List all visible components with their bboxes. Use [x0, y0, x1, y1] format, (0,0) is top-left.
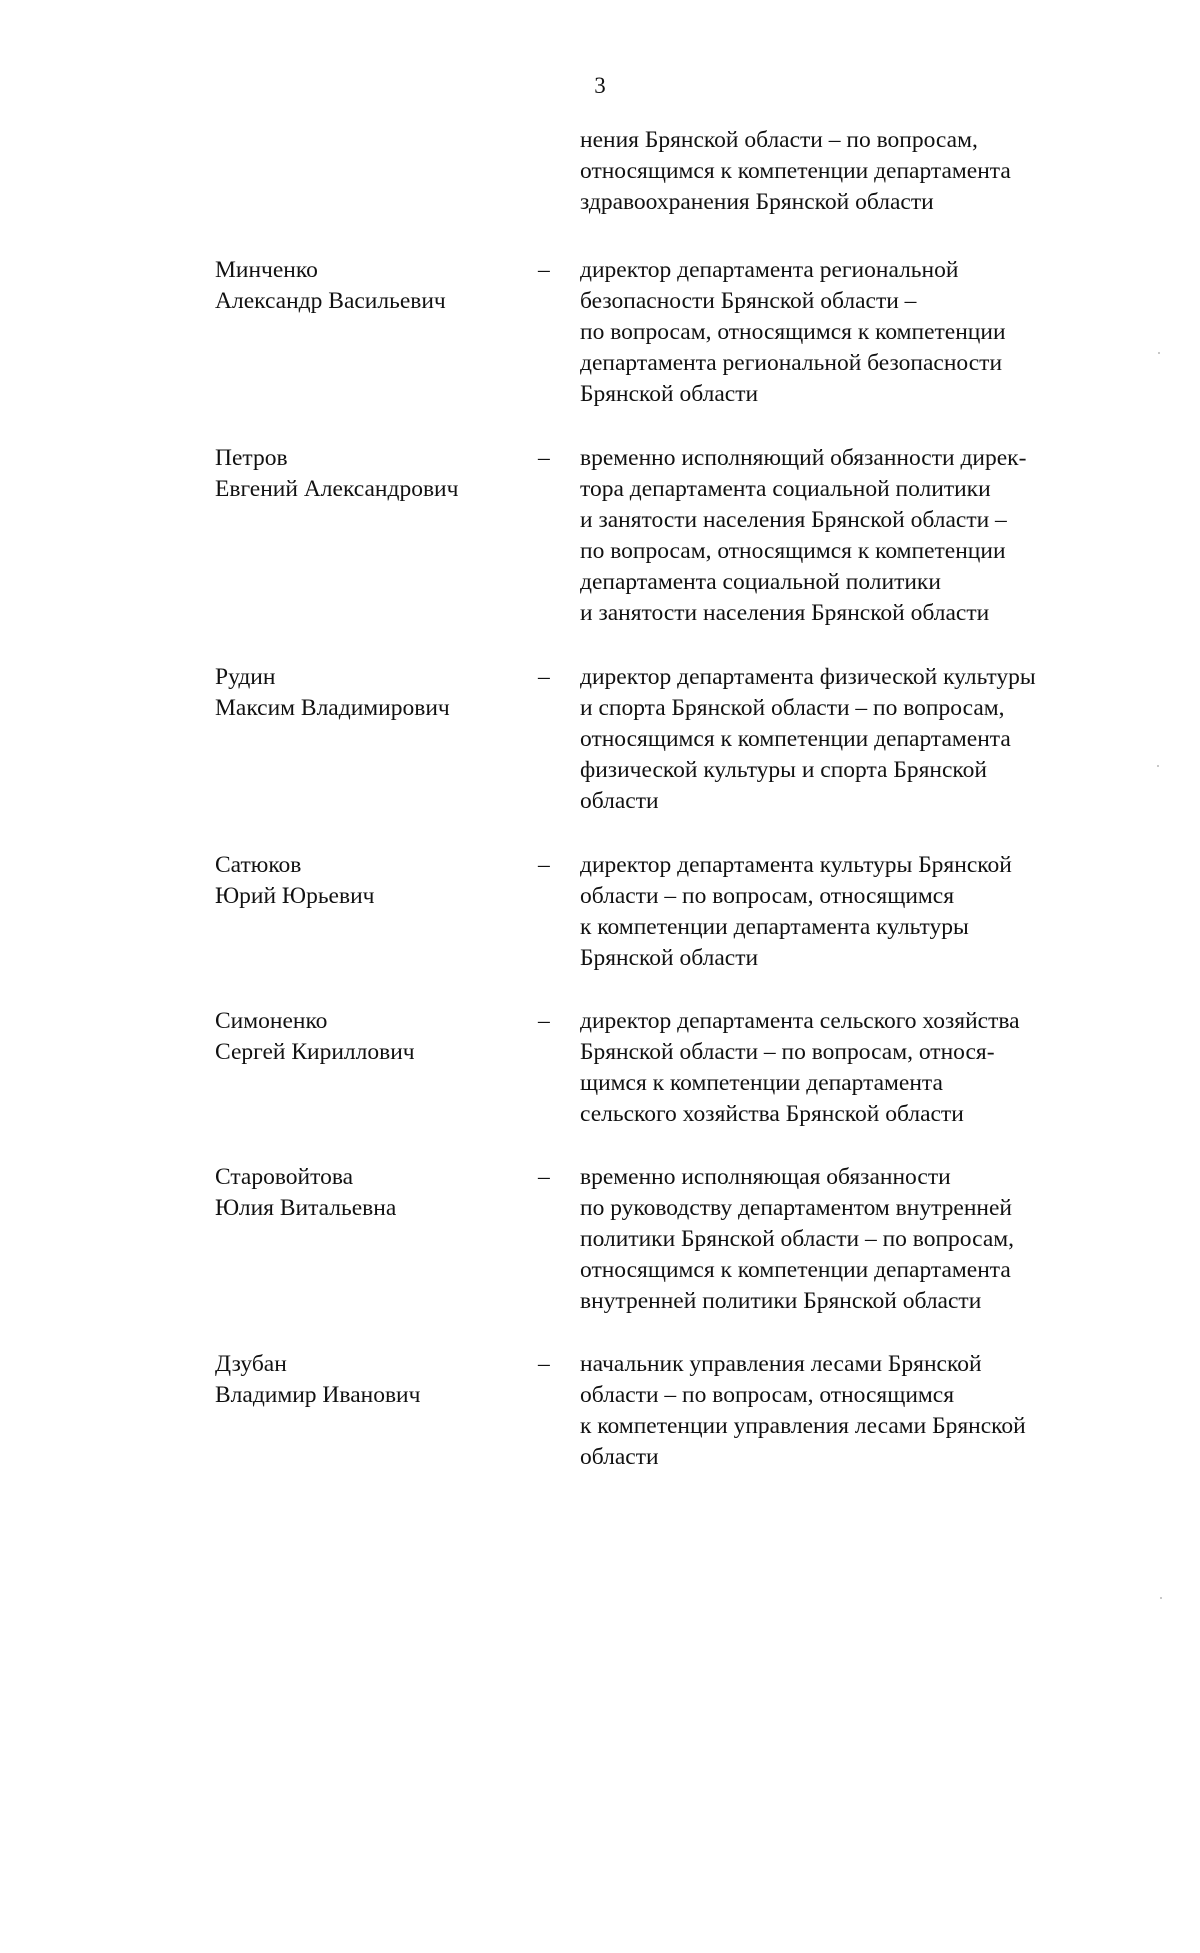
member-description — [580, 1006, 1020, 1130]
member-surname: Дзубан — [215, 1351, 287, 1377]
description-line: относящимся к компетенции департамента — [580, 726, 1011, 752]
description-line: внутренней политики Брянской области — [580, 1288, 982, 1314]
member-surname: Старовойтова — [215, 1164, 354, 1190]
member-description — [580, 1162, 1014, 1317]
dash-separator: – — [538, 445, 550, 471]
member-given-names: Евгений Александрович — [215, 476, 459, 502]
description-line: политики Брянской области – по вопросам, — [580, 1226, 1015, 1252]
description-line: Брянской области — [580, 381, 759, 407]
member-given-names: Юлия Витальевна — [215, 1195, 397, 1221]
member-name — [215, 662, 450, 724]
dash-separator: – — [538, 852, 550, 878]
description-line: и спорта Брянской области – по вопросам, — [580, 695, 1005, 721]
description-line: и занятости населения Брянской области – — [580, 507, 1007, 533]
description-line: Брянской области — [580, 945, 759, 971]
member-surname: Рудин — [215, 664, 276, 690]
description-line: тора департамента социальной политики — [580, 476, 991, 502]
description-line: временно исполняющая обязанности — [580, 1164, 951, 1190]
description-line: департамента региональной безопасности — [580, 350, 1003, 376]
scan-speck — [1158, 352, 1160, 354]
member-given-names: Максим Владимирович — [215, 695, 450, 721]
member-description — [580, 443, 1026, 629]
description-line: директор департамента сельского хозяйства — [580, 1008, 1020, 1034]
dash-separator: – — [538, 257, 550, 283]
dash-separator: – — [538, 664, 550, 690]
member-description — [580, 1349, 1026, 1473]
description-line: области — [580, 788, 659, 814]
member-given-names: Сергей Кириллович — [215, 1039, 415, 1065]
description-line: и занятости населения Брянской области — [580, 600, 990, 626]
description-line: здравоохранения Брянской области — [580, 189, 934, 215]
description-line: директор департамента региональной — [580, 257, 959, 283]
description-line: Брянской области – по вопросам, относя- — [580, 1039, 995, 1065]
description-line: области – по вопросам, относящимся — [580, 1382, 955, 1408]
description-line: области — [580, 1444, 659, 1470]
dash-separator: – — [538, 1008, 550, 1034]
member-surname: Симоненко — [215, 1008, 328, 1034]
member-name — [215, 1349, 420, 1411]
description-line: области – по вопросам, относящимся — [580, 883, 955, 909]
member-name — [215, 255, 446, 317]
description-line: начальник управления лесами Брянской — [580, 1351, 982, 1377]
description-line: щимся к компетенции департамента — [580, 1070, 943, 1096]
scan-speck — [1160, 1597, 1162, 1599]
member-surname: Петров — [215, 445, 288, 471]
description-line: нения Брянской области – по вопросам, — [580, 127, 978, 153]
description-line: относящимся к компетенции департамента — [580, 1257, 1011, 1283]
description-line: к компетенции департамента культуры — [580, 914, 969, 940]
description-line: относящимся к компетенции департамента — [580, 158, 1011, 184]
description-line: по вопросам, относящимся к компетенции — [580, 319, 1006, 345]
member-name — [215, 443, 458, 505]
description-line: департамента социальной политики — [580, 569, 941, 595]
dash-separator: – — [538, 1164, 550, 1190]
description-line: физической культуры и спорта Брянской — [580, 757, 987, 783]
member-description — [580, 662, 1036, 817]
dash-separator: – — [538, 1351, 550, 1377]
member-name — [215, 1006, 415, 1068]
description-line: временно исполняющий обязанности дирек- — [580, 445, 1027, 471]
continued-description — [580, 125, 1011, 218]
scan-speck — [1157, 765, 1159, 767]
member-surname: Сатюков — [215, 852, 302, 878]
member-description — [580, 255, 1006, 410]
description-line: к компетенции управления лесами Брянской — [580, 1413, 1026, 1439]
description-line: безопасности Брянской области – — [580, 288, 917, 314]
description-line: директор департамента физической культуры — [580, 664, 1036, 690]
description-line: по руководству департаментом внутренней — [580, 1195, 1012, 1221]
member-given-names: Александр Васильевич — [215, 288, 446, 314]
member-given-names: Владимир Иванович — [215, 1382, 421, 1408]
member-name — [215, 850, 374, 912]
member-given-names: Юрий Юрьевич — [215, 883, 375, 909]
description-line: по вопросам, относящимся к компетенции — [580, 538, 1006, 564]
page-number: 3 — [594, 73, 606, 98]
description-line: директор департамента культуры Брянской — [580, 852, 1012, 878]
member-description — [580, 850, 1012, 974]
description-line: сельского хозяйства Брянской области — [580, 1101, 964, 1127]
member-surname: Минченко — [215, 257, 318, 283]
member-name — [215, 1162, 396, 1224]
